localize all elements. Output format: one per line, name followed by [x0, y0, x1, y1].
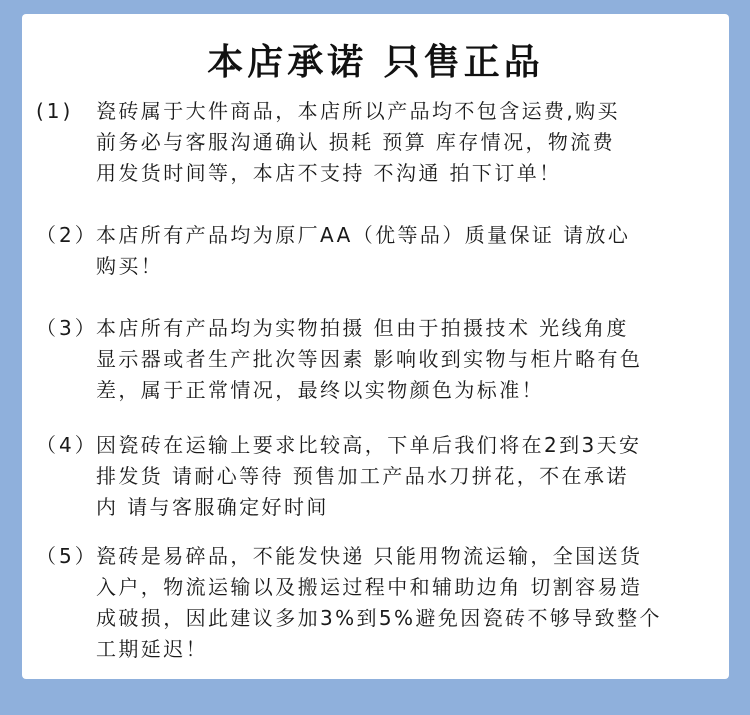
notice-line: 前务必与客服沟通确认 损耗 预算 库存情况，物流费 — [96, 130, 616, 154]
notice-number: （2） — [36, 223, 98, 247]
notice-text: 瓷砖是易碎品，不能发快递 只能用物流运输，全国送货 — [96, 544, 643, 568]
notice-item-4 — [36, 430, 716, 523]
notice-line — [36, 220, 716, 251]
notice-line — [36, 96, 716, 127]
notice-item-2 — [36, 220, 716, 282]
notice-number: （4） — [36, 433, 98, 457]
notice-line: 差，属于正常情况，最终以实物颜色为标准！ — [96, 378, 544, 402]
notice-card — [22, 14, 729, 679]
notice-line: 用发货时间等，本店不支持 不沟通 拍下订单！ — [96, 161, 562, 185]
notice-number: (1) — [36, 99, 74, 123]
notice-line — [36, 430, 716, 461]
notice-line: 成破损，因此建议多加3%到5%避免因瓷砖不够导致整个 — [96, 606, 662, 630]
notice-line — [36, 541, 716, 572]
notice-text: 瓷砖属于大件商品，本店所以产品均不包含运费,购买 — [96, 99, 620, 123]
notice-line: 排发货 请耐心等待 预售加工产品水刀拼花，不在承诺 — [96, 464, 629, 488]
notice-item-3 — [36, 313, 716, 406]
notice-line — [36, 313, 716, 344]
notice-item-1 — [36, 96, 716, 189]
notice-text: 因瓷砖在运输上要求比较高，下单后我们将在2到3天安 — [96, 433, 642, 457]
notice-line: 内 请与客服确定好时间 — [96, 495, 329, 519]
notice-line: 购买！ — [96, 254, 164, 278]
notice-line: 入户，物流运输以及搬运过程中和辅助边角 切割容易造 — [96, 575, 643, 599]
notice-number: （5） — [36, 544, 98, 568]
notice-number: （3） — [36, 316, 98, 340]
notice-line: 显示器或者生产批次等因素 影响收到实物与柜片略有色 — [96, 347, 643, 371]
notice-item-5 — [36, 541, 716, 665]
notice-text: 本店所有产品均为原厂AA（优等品）质量保证 请放心 — [96, 223, 631, 247]
notice-text: 本店所有产品均为实物拍摄 但由于拍摄技术 光线角度 — [96, 316, 629, 340]
notice-line: 工期延迟！ — [96, 637, 208, 661]
page-title: 本店承诺 只售正品 — [207, 42, 544, 83]
